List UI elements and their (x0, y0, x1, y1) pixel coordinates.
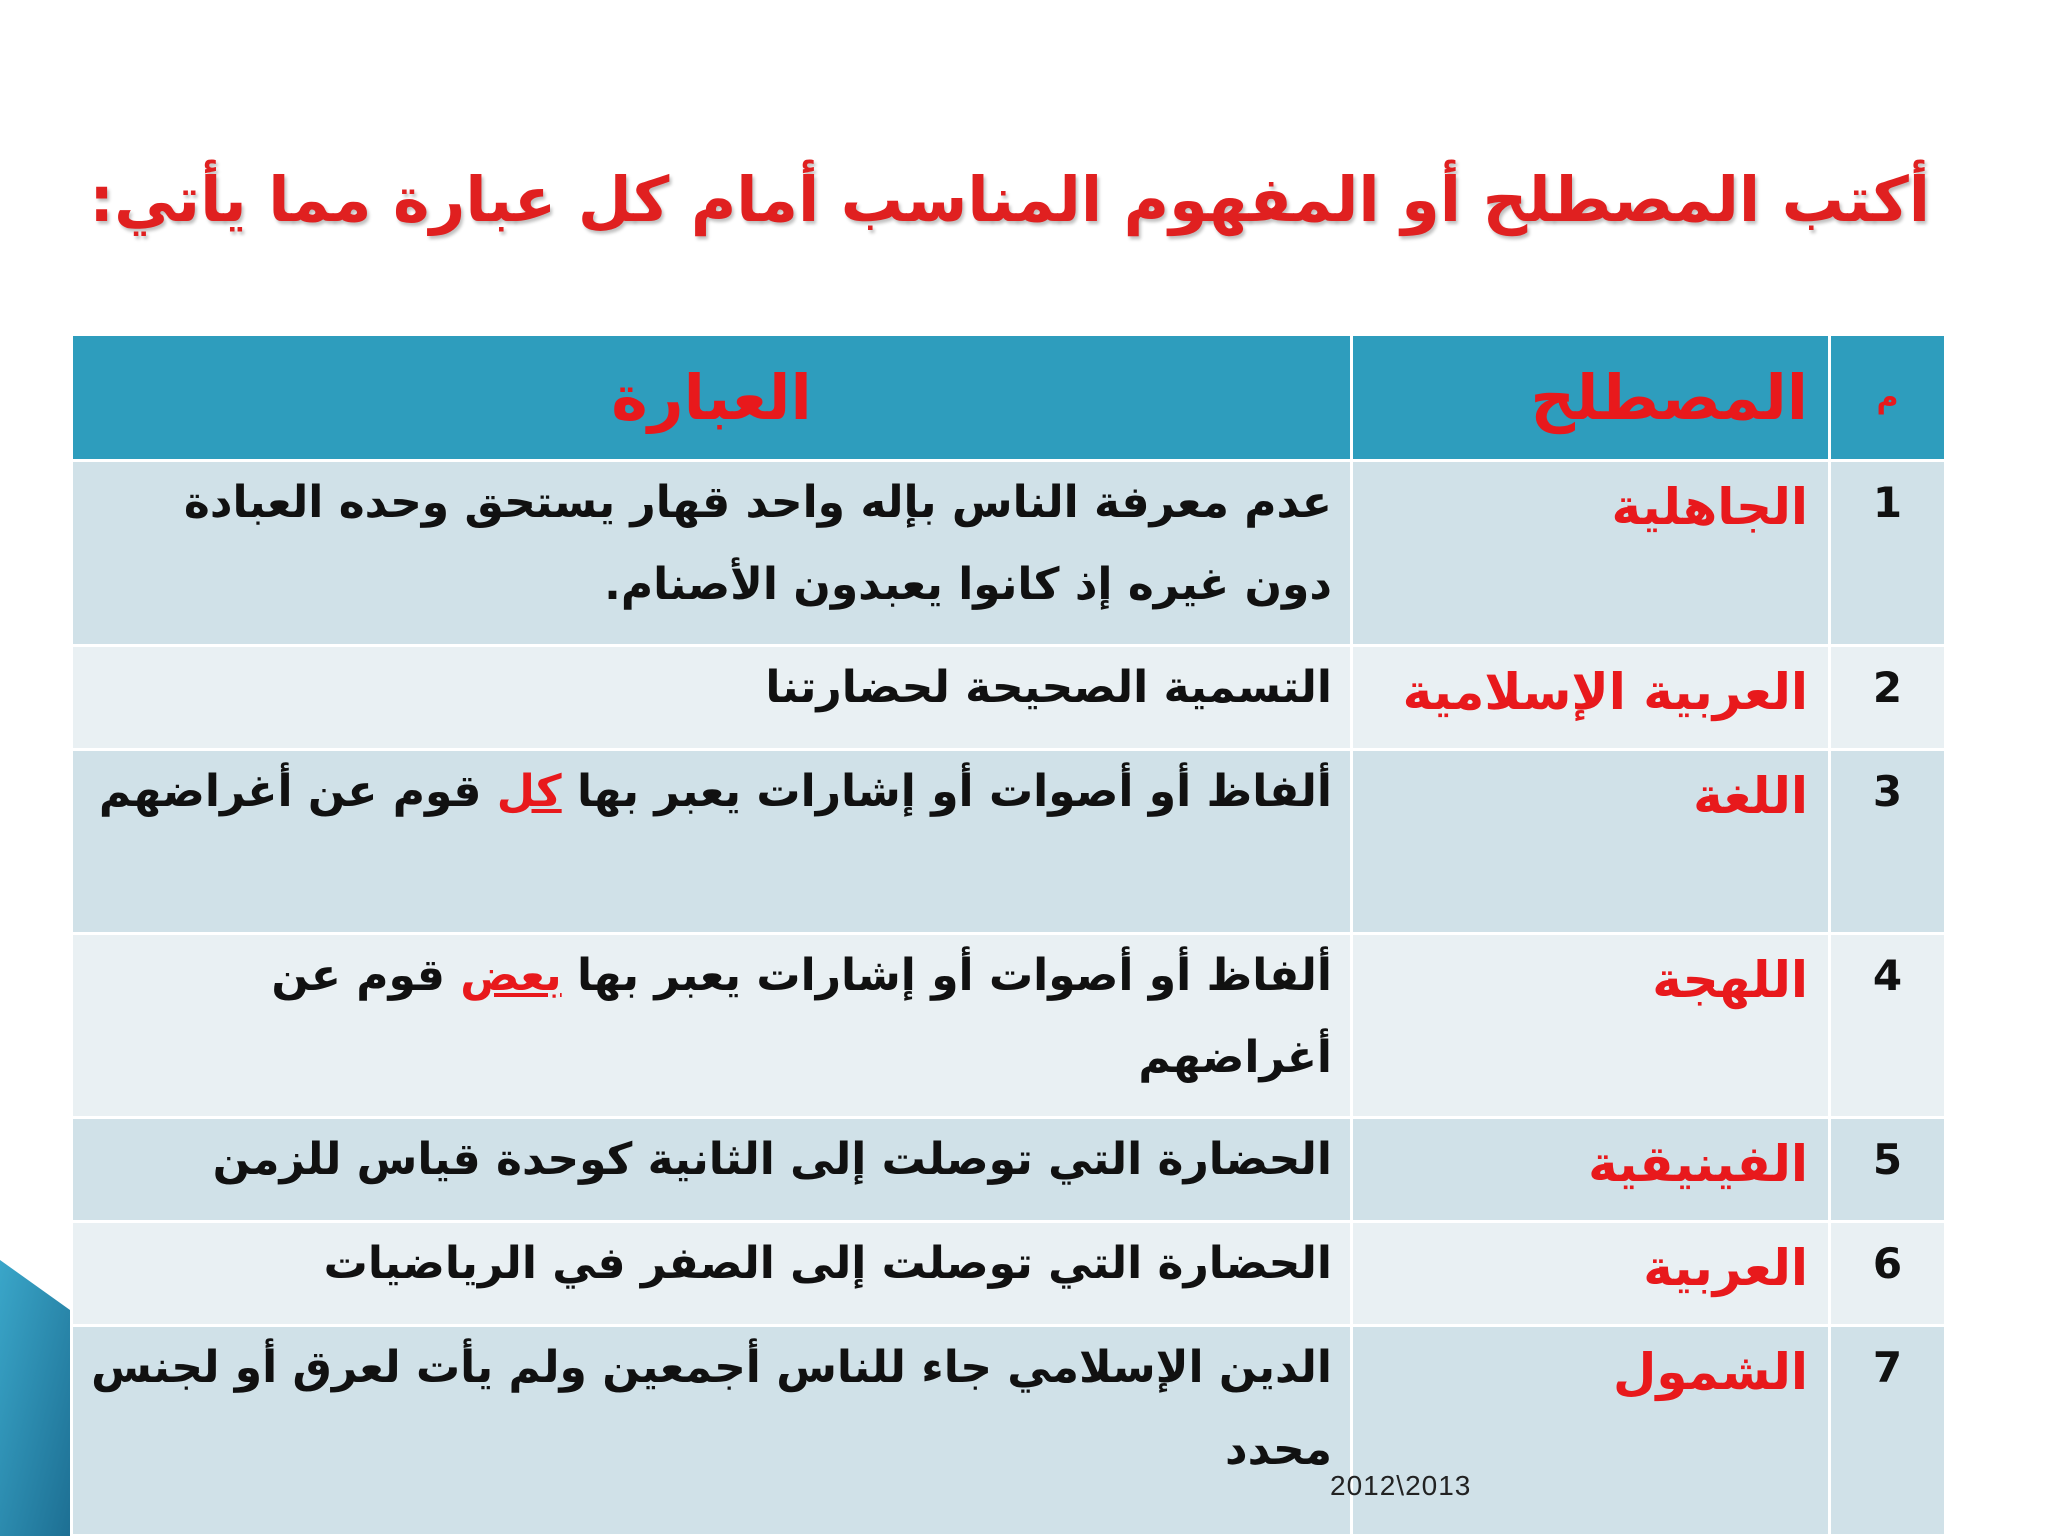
phrase-text-after: قوم عن أغراضهم (271, 950, 1332, 1083)
header-term: المصطلح (1352, 335, 1830, 461)
row-number: 3 (1830, 750, 1946, 934)
row-phrase (72, 1222, 1352, 1326)
header-phrase: العبارة (72, 335, 1352, 461)
highlighted-word: بعض (460, 950, 562, 1001)
row-term: اللغة (1352, 750, 1830, 934)
corner-decoration (0, 1260, 70, 1536)
phrase-text: الحضارة التي توصلت إلى الثانية كوحدة قياس للزمن (212, 1134, 1332, 1185)
footer-year: 2012\2013 (1330, 1470, 1472, 1501)
row-phrase (72, 1326, 1352, 1536)
row-term: الفينيقية (1352, 1118, 1830, 1222)
row-term: الجاهلية (1352, 461, 1830, 646)
terms-table (70, 333, 1947, 1537)
row-phrase (72, 461, 1352, 646)
table-row (72, 461, 1946, 646)
table-row (72, 1118, 1946, 1222)
row-number: 1 (1830, 461, 1946, 646)
row-number: 4 (1830, 934, 1946, 1118)
row-phrase (72, 1118, 1352, 1222)
row-phrase (72, 934, 1352, 1118)
phrase-text-before: ألفاظ أو أصوات أو إشارات يعبر بها (561, 950, 1332, 1001)
phrase-text-before: ألفاظ أو أصوات أو إشارات يعبر بها (561, 766, 1332, 817)
row-term: العربية (1352, 1222, 1830, 1326)
table-row (72, 934, 1946, 1118)
phrase-text: الدين الإسلامي جاء للناس أجمعين ولم يأت لعرق أو لجنس محدد (91, 1342, 1332, 1475)
table-row (72, 1222, 1946, 1326)
phrase-text: التسمية الصحيحة لحضارتنا (765, 662, 1332, 713)
table-row (72, 750, 1946, 934)
table-header-row (72, 335, 1946, 461)
table-row (72, 646, 1946, 750)
table-row (72, 1326, 1946, 1536)
row-term: اللهجة (1352, 934, 1830, 1118)
row-term: العربية الإسلامية (1352, 646, 1830, 750)
highlighted-word: كل (496, 766, 562, 817)
page-title: أكتب المصطلح أو المفهوم المناسب أمام كل عبارة مما يأتي: (89, 163, 1930, 236)
phrase-text-after: قوم عن أغراضهم (98, 766, 497, 817)
row-number: 7 (1830, 1326, 1946, 1536)
row-term: الشمول (1352, 1326, 1830, 1536)
phrase-text: عدم معرفة الناس بإله واحد قهار يستحق وحده العبادة دون غيره إذ كانوا يعبدون الأصنام. (183, 477, 1332, 610)
header-number: م (1830, 335, 1946, 461)
row-number: 2 (1830, 646, 1946, 750)
row-phrase (72, 646, 1352, 750)
row-number: 6 (1830, 1222, 1946, 1326)
row-number: 5 (1830, 1118, 1946, 1222)
phrase-text: الحضارة التي توصلت إلى الصفر في الرياضيات (323, 1238, 1332, 1289)
row-phrase (72, 750, 1352, 934)
